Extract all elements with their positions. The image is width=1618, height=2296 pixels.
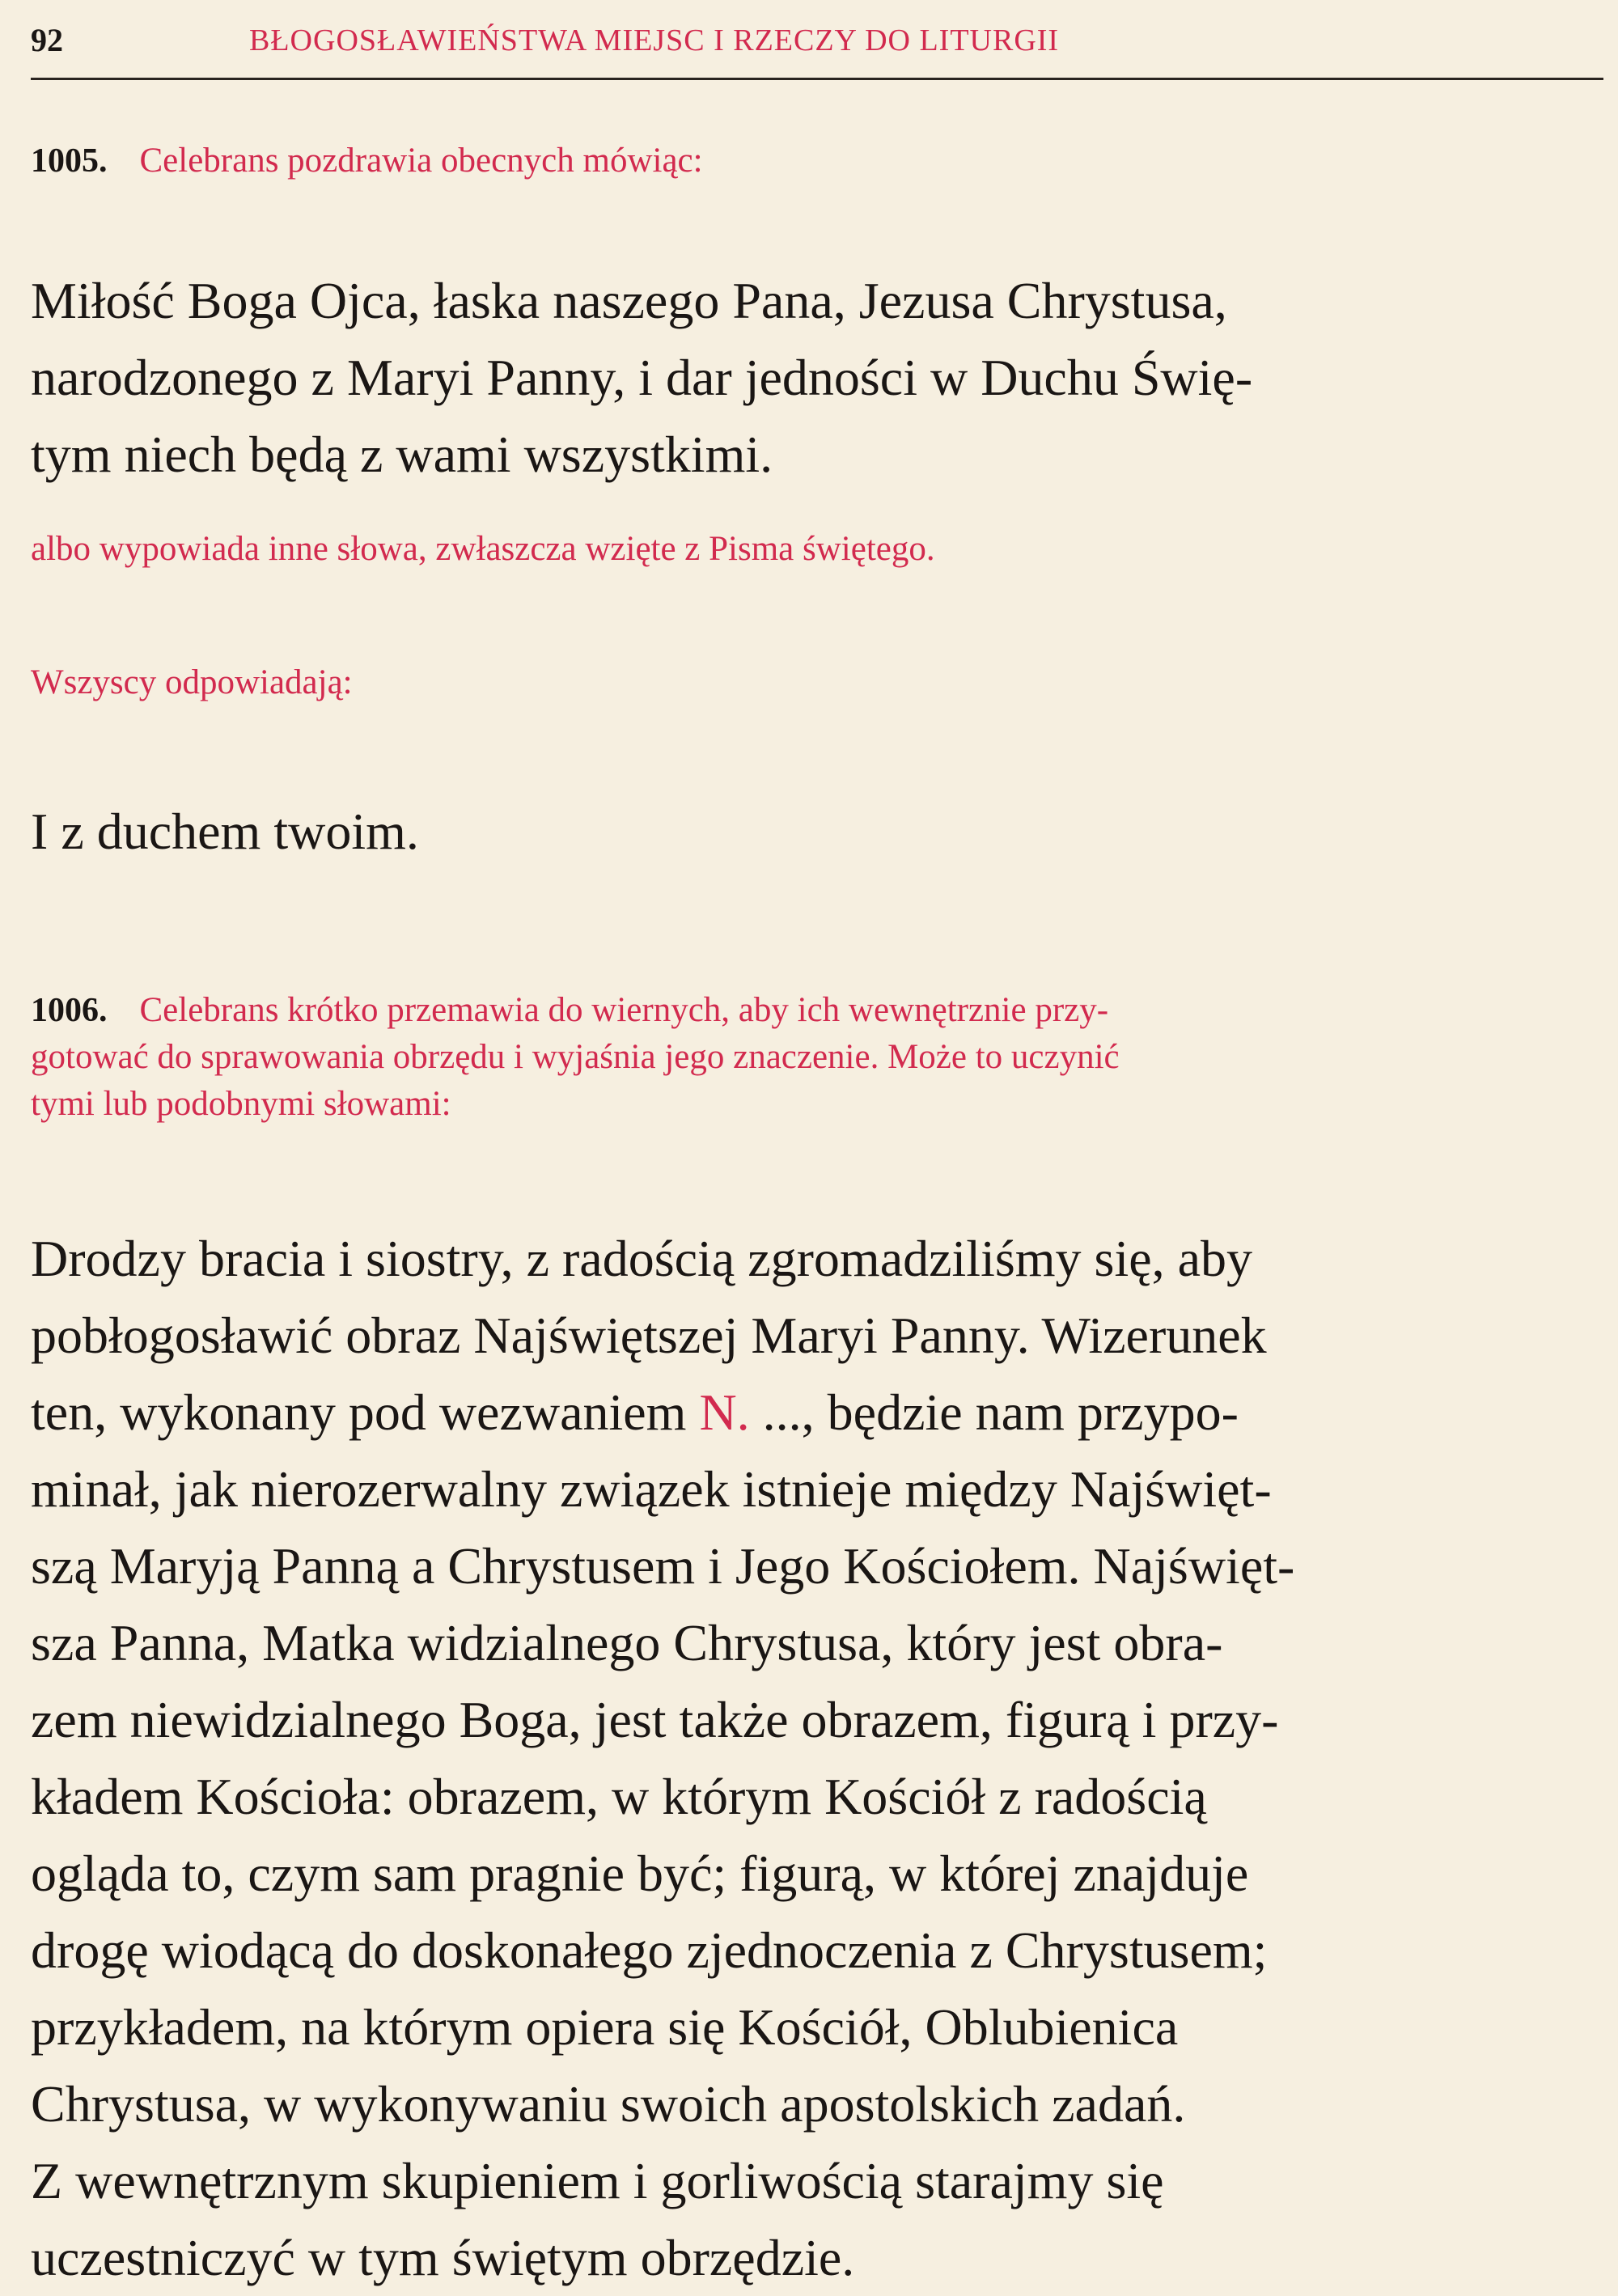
greeting-line: Miłość Boga Ojca, łaska naszego Pana, Jezusa Chrystusa, (31, 272, 1227, 329)
name-placeholder: N. (699, 1383, 750, 1441)
page-number: 92 (31, 22, 63, 58)
address-line: drogę wiodącą do doskonałego zjednoczenia z Chrystusem; (31, 1921, 1268, 1979)
greeting-line: tym niech będą z wami wszystkimi. (31, 426, 773, 483)
response-text: I z duchem twoim. (31, 803, 419, 860)
address-line: pobłogosławić obraz Najświętszej Maryi Panny. Wizerunek (31, 1307, 1267, 1364)
address-line: Drodzy bracia i siostry, z radością zgromadziliśmy się, aby (31, 1230, 1253, 1287)
section-1006-rubric (31, 987, 1603, 1128)
greeting-text (31, 262, 1603, 493)
address-line: szą Maryją Panną a Chrystusem i Jego Kościołem. Najświęt- (31, 1537, 1295, 1595)
address-line-part: ..., będzie nam przypo- (749, 1383, 1239, 1441)
address-line (31, 1374, 1603, 1451)
header-rule (31, 78, 1603, 80)
address-text (31, 1220, 1603, 2296)
running-title: BŁOGOSŁAWIEŃSTWA MIEJSC I RZECZY DO LITURGII (249, 23, 1060, 57)
section-number-1006: 1006. (31, 992, 108, 1029)
address-line-part: ten, wykonany pod wezwaniem (31, 1383, 700, 1441)
address-line: uczestniczyć w tym świętym obrzędzie. (31, 2229, 855, 2286)
section-1005-rubric (31, 138, 1603, 184)
greeting-line: narodzonego z Maryi Panny, i dar jedności w Duchu Świę- (31, 349, 1253, 406)
address-line: kładem Kościoła: obrazem, w którym Kościół z radością (31, 1768, 1207, 1825)
rubric-line: gotować do sprawowania obrzędu i wyjaśnia jego znaczenie. Może to uczynić (31, 1038, 1120, 1076)
address-line: Chrystusa, w wykonywaniu swoich apostolskich zadań. (31, 2075, 1186, 2133)
address-line: przykładem, na którym opiera się Kościół, Oblubienica (31, 1998, 1179, 2056)
address-line: sza Panna, Matka widzialnego Chrystusa, który jest obra- (31, 1614, 1223, 1671)
section-number-1005: 1005. (31, 142, 108, 180)
address-line: Z wewnętrznym skupieniem i gorliwością starajmy się (31, 2152, 1164, 2209)
address-line: zem niewidzialnego Boga, jest także obrazem, figurą i przy- (31, 1691, 1279, 1748)
book-page (31, 0, 1603, 2286)
rubric-line: Celebrans krótko przemawia do wiernych, aby ich wewnętrznie przy- (139, 991, 1109, 1029)
rubric-line: tymi lub podobnymi słowami: (31, 1085, 451, 1123)
rubric-greeting: Celebrans pozdrawia obecnych mówiąc: (139, 142, 703, 180)
rubric-response: Wszyscy odpowiadają: (31, 663, 353, 701)
page-header (31, 18, 1603, 63)
address-line: ogląda to, czym sam pragnie być; figurą, w której znajduje (31, 1845, 1249, 1902)
address-line: minał, jak nierozerwalny związek istnieje między Najświęt- (31, 1460, 1272, 1518)
rubric-alternative: albo wypowiada inne słowa, zwłaszcza wzięte z Pisma świętego. (31, 530, 935, 568)
